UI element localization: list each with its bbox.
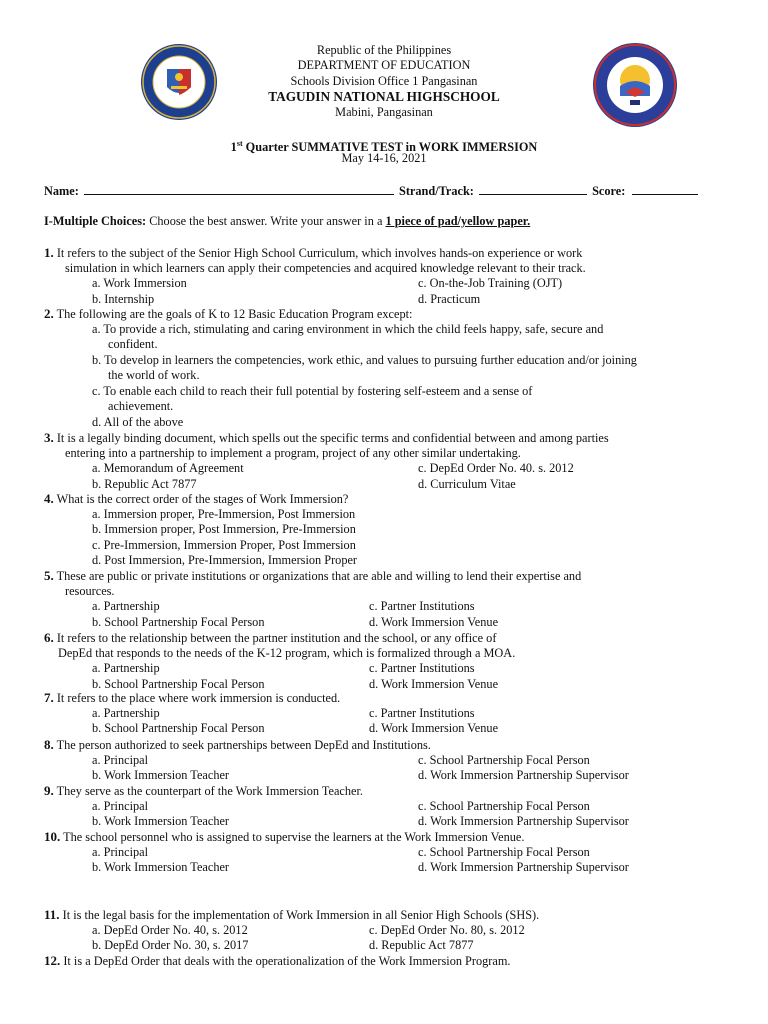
question-text: These are public or private institutions or organizations that are able and willing to lend their expertise and — [56, 569, 582, 583]
choice-option-c: c. School Partnership Focal Person — [418, 798, 590, 813]
question-number: 4. — [44, 491, 54, 506]
test-title: 1st Quarter SUMMATIVE TEST in WORK IMMERSION — [230, 139, 538, 155]
question-text: It is a DepEd Order that deals with the operationalization of the Work Immersion Program. — [63, 954, 511, 968]
choice-option-d: d. Republic Act 7877 — [369, 938, 474, 952]
choice-option-a: a. Principal — [92, 752, 149, 767]
test-date: May 14-16, 2021 — [341, 151, 427, 165]
strand-label: Strand/Track: — [398, 184, 474, 198]
strand-blank[interactable] — [479, 194, 587, 195]
question-text: It is a legally binding document, which spells out the specific terms and confidential between and among parties — [56, 431, 609, 445]
choice-option-d: d. Work Immersion Partnership Supervisor — [418, 814, 629, 828]
choice-option-d: d. Curriculum Vitae — [418, 476, 516, 491]
question-number: 3. — [44, 430, 54, 445]
choice-option-b: b. Republic Act 7877 — [92, 476, 197, 491]
question-number: 12. — [44, 953, 61, 968]
choice-option-c: c. Partner Institutions — [369, 661, 475, 675]
name-label: Name: — [44, 184, 79, 198]
question-text: It refers to the place where work immersion is conducted. — [56, 691, 341, 705]
question-4 — [44, 491, 348, 507]
choice-option: d. Post Immersion, Pre-Immersion, Immersion Proper — [92, 553, 358, 567]
question-number: 5. — [44, 568, 54, 583]
choice-option-a: a. Principal — [92, 798, 149, 813]
question-text: The school personnel who is assigned to supervise the learners at the Work Immersion Venue. — [63, 830, 525, 844]
choice-option: d. All of the above — [92, 414, 184, 429]
question-number: 2. — [44, 306, 54, 321]
question-7 — [44, 690, 340, 706]
question-8 — [44, 737, 431, 753]
choice-option: a. To provide a rich, stimulating and caring environment in which the child feels happy, safe, secure and — [92, 321, 604, 336]
question-1 — [44, 245, 582, 261]
choice-option-b: b. School Partnership Focal Person — [92, 676, 265, 691]
question-number: 8. — [44, 737, 54, 752]
question-3 — [44, 430, 720, 446]
question-text: The following are the goals of K to 12 Basic Education Program except: — [56, 307, 413, 321]
choice-option-a: a. DepEd Order No. 40, s. 2012 — [92, 922, 248, 937]
division-line: Schools Division Office 1 Pangasinan — [290, 74, 478, 88]
choice-option-a: a. Work Immersion — [92, 276, 187, 290]
choice-option-a: a. Principal — [92, 844, 149, 859]
instructions-emphasis: 1 piece of pad/yellow paper. — [385, 214, 531, 228]
question-number: 11. — [44, 907, 60, 922]
choice-option: confident. — [108, 337, 158, 351]
instructions-heading: I-Multiple Choices: — [44, 214, 147, 228]
question-text: The person authorized to seek partnerships between DepEd and Institutions. — [56, 738, 431, 752]
question-number: 6. — [44, 630, 54, 645]
score-label: Score: — [592, 184, 626, 198]
name-blank[interactable] — [84, 194, 394, 195]
score-blank[interactable] — [632, 194, 698, 195]
question-9 — [44, 783, 363, 799]
question-number: 10. — [44, 829, 61, 844]
choice-option-b: b. Work Immersion Teacher — [92, 814, 230, 828]
choice-option: c. Pre-Immersion, Immersion Proper, Post Immersion — [92, 537, 356, 552]
choice-option-d: d. Work Immersion Partnership Supervisor — [418, 768, 629, 782]
question-text-continued: DepEd that responds to the needs of the K-12 program, which is formalized through a MOA. — [58, 645, 516, 660]
choice-option-b: b. Work Immersion Teacher — [92, 768, 230, 782]
choice-option-d: d. Work Immersion Venue — [369, 676, 499, 691]
choice-option: b. Immersion proper, Post Immersion, Pre-Immersion — [92, 522, 356, 536]
question-12 — [44, 953, 510, 969]
choice-option-a: a. Partnership — [92, 661, 160, 675]
school-location: Mabini, Pangasinan — [335, 105, 433, 119]
choice-option-d: d. Work Immersion Partnership Supervisor — [418, 860, 629, 874]
choice-option: a. Immersion proper, Pre-Immersion, Post Immersion — [92, 506, 356, 521]
choice-option-b: b. DepEd Order No. 30, s. 2017 — [92, 938, 249, 952]
instructions-text: Choose the best answer. Write your answer in a — [146, 214, 386, 228]
choice-option-c: c. School Partnership Focal Person — [418, 752, 590, 767]
choice-option-c: c. DepEd Order No. 40. s. 2012 — [418, 461, 574, 475]
department-line: DEPARTMENT OF EDUCATION — [297, 58, 471, 72]
question-text: It refers to the relationship between the partner institution and the school, or any office of — [56, 631, 497, 645]
choice-option: the world of work. — [108, 368, 200, 382]
choice-option-c: c. Partner Institutions — [369, 599, 475, 613]
choice-option-b: b. School Partnership Focal Person — [92, 614, 265, 629]
question-text-continued: entering into a partnership to implement a program, project of any other similar undertaking. — [65, 445, 521, 460]
choice-option: c. To enable each child to reach their full potential by fostering self-esteem and a sense of — [92, 383, 533, 398]
choice-option-b: b. Internship — [92, 291, 155, 306]
question-text: They serve as the counterpart of the Work Immersion Teacher. — [56, 784, 363, 798]
question-text-continued: resources. — [65, 583, 115, 598]
question-text: What is the correct order of the stages of Work Immersion? — [56, 492, 349, 506]
question-number: 1. — [44, 245, 54, 260]
choice-option-c: c. Partner Institutions — [369, 705, 475, 720]
choice-option: achievement. — [108, 399, 174, 413]
question-number: 7. — [44, 690, 54, 705]
question-11 — [44, 907, 539, 923]
question-2 — [44, 306, 412, 322]
choice-option-d: d. Work Immersion Venue — [369, 721, 499, 735]
choice-option: b. To develop in learners the competencies, work ethic, and values to pursuing further education and/or joining — [92, 352, 637, 367]
question-10 — [44, 829, 524, 845]
republic-line: Republic of the Philippines — [316, 43, 452, 57]
question-5 — [44, 568, 720, 584]
question-text: It refers to the subject of the Senior High School Curriculum, which involves hands-on experience or work — [56, 246, 583, 260]
school-name: TAGUDIN NATIONAL HIGHSCHOOL — [268, 89, 500, 104]
question-text: It is the legal basis for the implementation of Work Immersion in all Senior High Schools (SHS). — [62, 908, 540, 922]
question-text-continued: simulation in which learners can apply their competencies and acquired knowledge relevant to their track. — [65, 260, 586, 275]
instructions — [44, 214, 530, 229]
choice-option-c: c. DepEd Order No. 80, s. 2012 — [369, 922, 525, 937]
question-number: 9. — [44, 783, 54, 798]
choice-option-c: c. School Partnership Focal Person — [418, 844, 590, 859]
question-6 — [44, 630, 496, 646]
choice-option-d: d. Practicum — [418, 291, 481, 306]
choice-option-a: a. Memorandum of Agreement — [92, 461, 244, 475]
choice-option-b: b. School Partnership Focal Person — [92, 721, 265, 735]
student-info-row — [44, 184, 714, 199]
choice-option-b: b. Work Immersion Teacher — [92, 860, 230, 874]
choice-option-a: a. Partnership — [92, 705, 160, 720]
choice-option-d: d. Work Immersion Venue — [369, 614, 499, 629]
choice-option-c: c. On-the-Job Training (OJT) — [418, 276, 563, 290]
choice-option-a: a. Partnership — [92, 599, 160, 613]
